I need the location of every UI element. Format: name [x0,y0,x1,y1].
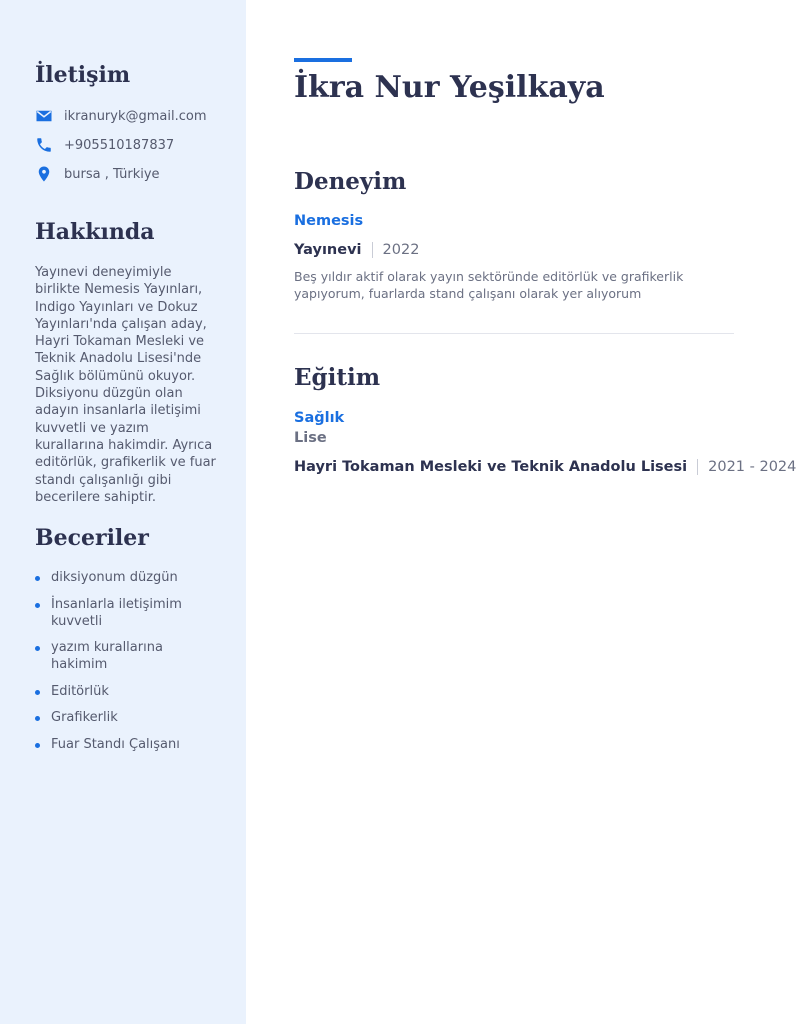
email-text: ikranuryk@gmail.com [64,108,207,124]
skill-item: Fuar Standı Çalışanı [35,736,220,753]
experience-year: 2022 [382,242,420,258]
experience-company: Nemesis [294,213,364,229]
candidate-name: İkra Nur Yeşilkaya [294,70,605,105]
experience-meta [294,242,419,258]
skill-item: diksiyonum düzgün [35,569,220,586]
name-accent-bar [294,58,352,62]
phone-text: +905510187837 [64,137,175,153]
bullet-dot-icon [35,646,40,651]
skill-item: Grafikerlik [35,709,220,726]
experience-role: Yayınevi [294,242,362,258]
contact-location [35,165,160,183]
sidebar [0,0,246,1024]
phone-icon [35,136,53,154]
location-text: bursa , Türkiye [64,166,160,182]
education-meta [294,459,796,475]
education-degree: Lise [294,430,327,446]
bullet-dot-icon [35,690,40,695]
separator [697,459,698,475]
education-heading: Eğitim [294,364,381,391]
skill-item: İnsanlarla iletişimim kuvvetli [35,596,220,630]
contact-heading: İletişim [35,62,131,88]
bullet-dot-icon [35,716,40,721]
section-divider [294,333,734,334]
contact-phone[interactable] [35,136,174,154]
education-field: Sağlık [294,410,345,426]
main-content [246,0,796,1024]
location-pin-icon [35,165,53,183]
separator [372,242,373,258]
contact-email[interactable] [35,107,207,125]
skills-list [35,569,220,762]
skills-heading: Beceriler [35,525,149,551]
about-text: Yayınevi deneyimiyle birlikte Nemesis Yayınları, Indigo Yayınları ve Dokuz Yayınları'nda çalışan aday, Hayri Tokaman Mesleki ve Teknik Anadolu Lisesi'nde Sağlık bölümünü okuyor. Diksiyonu düzgün olan adayın insanlarla iletişimi kuvvetli ve yazım kurallarına hakimdir. Ayrıca editörlük, grafikerlik ve fuar standı çalışanlığı gibi becerilere sahiptir. [35,265,216,505]
education-years: 2021 - 2024 [708,459,796,475]
skill-item: yazım kurallarına hakimim [35,639,220,673]
experience-heading: Deneyim [294,168,407,195]
skill-item: Editörlük [35,683,220,700]
education-school: Hayri Tokaman Mesleki ve Teknik Anadolu Lisesi [294,459,688,475]
bullet-dot-icon [35,576,40,581]
experience-description: Beş yıldır aktif olarak yayın sektöründe editörlük ve grafikerlik yapıyorum, fuarlarda stand çalışanı olarak yer alıyorum [294,269,684,301]
bullet-dot-icon [35,743,40,748]
about-heading: Hakkında [35,219,155,245]
bullet-dot-icon [35,603,40,608]
mail-icon [35,107,53,125]
